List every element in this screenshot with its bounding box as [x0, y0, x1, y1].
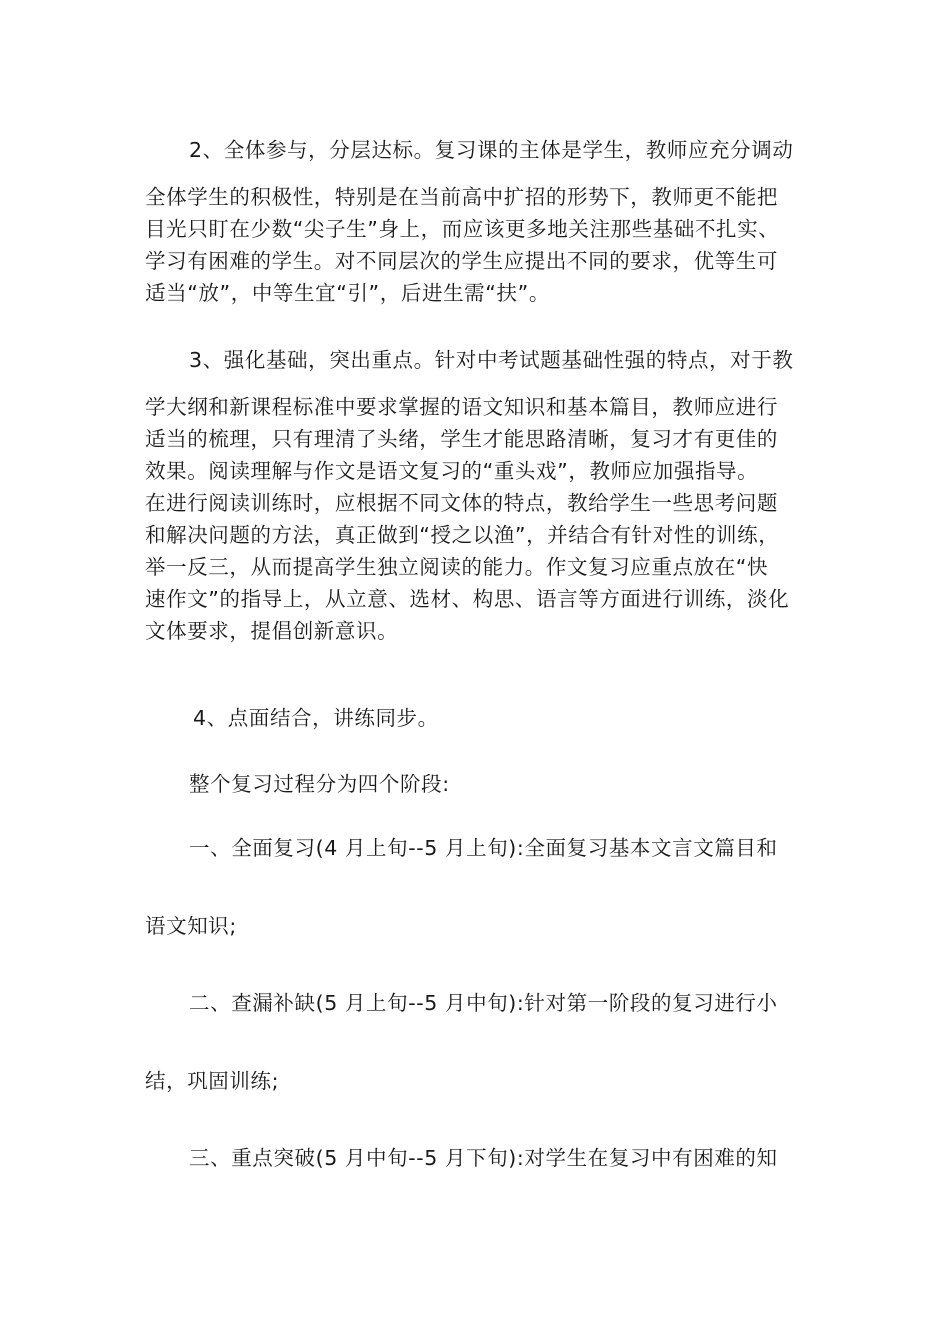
text-line: 适当“放”，中等生宜“引”，后进生需“扶”。: [145, 281, 550, 305]
text-line: 全体学生的积极性，特别是在当前高中扩招的形势下，教师更不能把: [145, 185, 778, 209]
stage-2-line-2: [145, 1065, 810, 1097]
text-line: 3、强化基础，突出重点。针对中考试题基础性强的特点，对于教: [189, 348, 794, 372]
text-line: 和解决问题的方法，真正做到“授之以渔”，并结合有针对性的训练，: [145, 523, 780, 547]
text-line: 学大纲和新课程标准中要求掌握的语文知识和基本篇目，教师应进行: [145, 395, 778, 419]
text-line: 4、点面结合，讲练同步。: [193, 706, 439, 730]
text-line: 一、全面复习(4 月上旬--5 月上旬):全面复习基本文言文篇目和: [189, 836, 778, 860]
text-line: 2、全体参与，分层达标。复习课的主体是学生，教师应充分调动: [189, 138, 794, 162]
text-line: 语文知识;: [145, 914, 237, 938]
text-line: 适当的梳理，只有理清了头绪，学生才能思路清晰，复习才有更佳的: [145, 427, 778, 451]
stage-1-line-1: [145, 832, 810, 864]
stage-3-line-1: [145, 1142, 810, 1174]
text-line: 整个复习过程分为四个阶段:: [189, 772, 450, 796]
text-line: 目光只盯在少数“尖子生”身上，而应该更多地关注那些基础不扎实、: [145, 217, 780, 241]
paragraph-4: [145, 702, 810, 734]
stage-2-line-1: [145, 987, 810, 1019]
text-line: 速作文”的指导上，从立意、选材、构思、语言等方面进行训练，淡化: [145, 587, 790, 611]
stage-1-line-2: [145, 910, 810, 942]
text-line: 在进行阅读训练时，应根据不同文体的特点，教给学生一些思考问题: [145, 491, 778, 515]
text-line: 三、重点突破(5 月中旬--5 月下旬):对学生在复习中有困难的知: [189, 1146, 778, 1170]
text-line: 学习有困难的学生。对不同层次的学生应提出不同的要求，优等生可: [145, 249, 778, 273]
paragraph-3: [145, 344, 810, 647]
paragraph-5: [145, 768, 810, 800]
text-line: 二、查漏补缺(5 月上旬--5 月中旬):针对第一阶段的复习进行小: [189, 991, 778, 1015]
paragraph-2: [145, 134, 810, 309]
text-line: 文体要求，提倡创新意识。: [145, 619, 399, 643]
text-line: 效果。阅读理解与作文是语文复习的“重头戏”，教师应加强指导。: [145, 459, 759, 483]
text-line: 举一反三，从而提高学生独立阅读的能力。作文复习应重点放在“快: [145, 555, 769, 579]
text-line: 结，巩固训练;: [145, 1069, 280, 1093]
